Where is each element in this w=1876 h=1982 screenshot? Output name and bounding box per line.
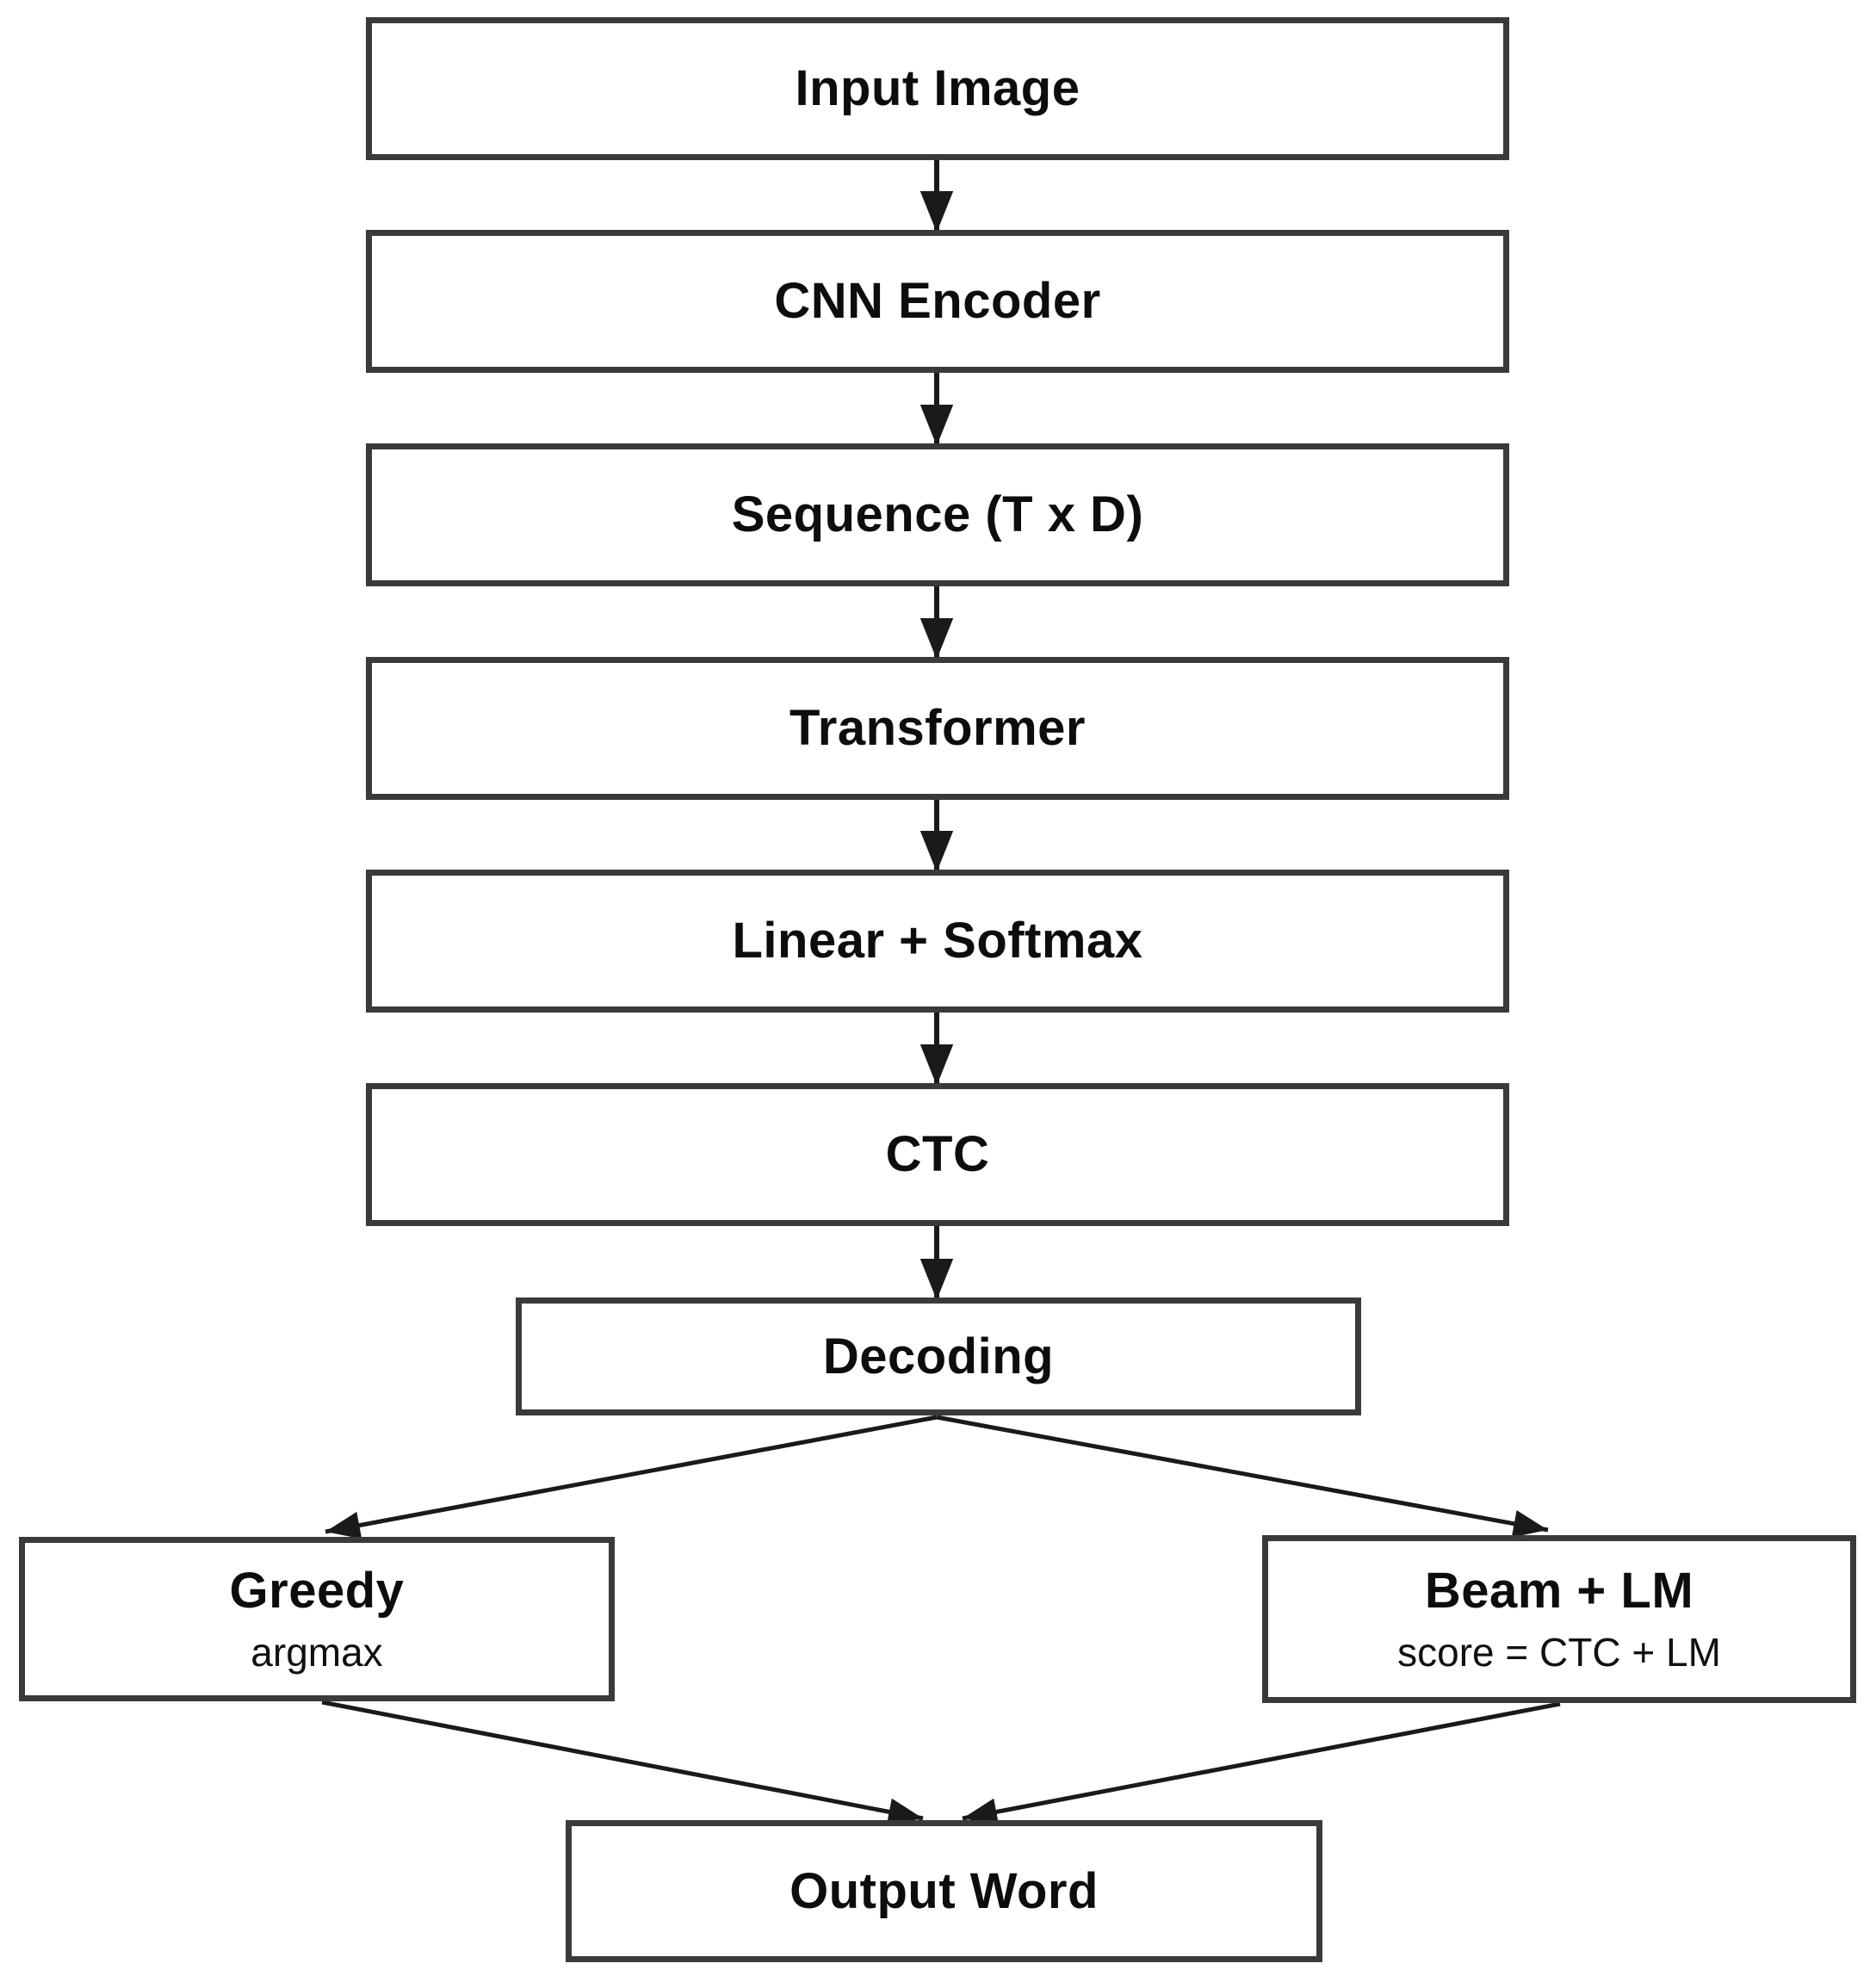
edge-greedy-to-output-word bbox=[322, 1702, 923, 1818]
node-beam-lm-label: Beam + LM bbox=[1424, 1563, 1694, 1620]
node-output-word-label: Output Word bbox=[789, 1862, 1099, 1919]
node-decoding bbox=[516, 1298, 1361, 1415]
node-cnn-encoder-label: CNN Encoder bbox=[774, 273, 1101, 330]
node-cnn-encoder bbox=[366, 230, 1509, 373]
node-transformer-label: Transformer bbox=[789, 700, 1086, 757]
node-ctc bbox=[366, 1083, 1509, 1226]
node-decoding-label: Decoding bbox=[822, 1328, 1055, 1384]
node-greedy-label: Greedy bbox=[229, 1563, 405, 1620]
edge-decoding-to-greedy bbox=[325, 1417, 937, 1532]
node-transformer bbox=[366, 657, 1509, 800]
node-greedy-sublabel: argmax bbox=[251, 1630, 383, 1675]
node-linear-softmax-label: Linear + Softmax bbox=[732, 913, 1143, 969]
node-beam-lm bbox=[1262, 1535, 1856, 1703]
node-sequence-label: Sequence (T x D) bbox=[731, 486, 1144, 543]
node-input-image-label: Input Image bbox=[795, 60, 1080, 117]
node-beam-lm-sublabel: score = CTC + LM bbox=[1397, 1630, 1721, 1675]
node-greedy bbox=[19, 1537, 615, 1701]
node-ctc-label: CTC bbox=[885, 1126, 990, 1183]
edge-beam-lm-to-output-word bbox=[963, 1704, 1560, 1818]
node-sequence bbox=[366, 443, 1509, 586]
node-input-image bbox=[366, 17, 1509, 160]
node-linear-softmax bbox=[366, 870, 1509, 1013]
edge-decoding-to-beam-lm bbox=[937, 1417, 1548, 1530]
node-output-word bbox=[566, 1820, 1322, 1962]
